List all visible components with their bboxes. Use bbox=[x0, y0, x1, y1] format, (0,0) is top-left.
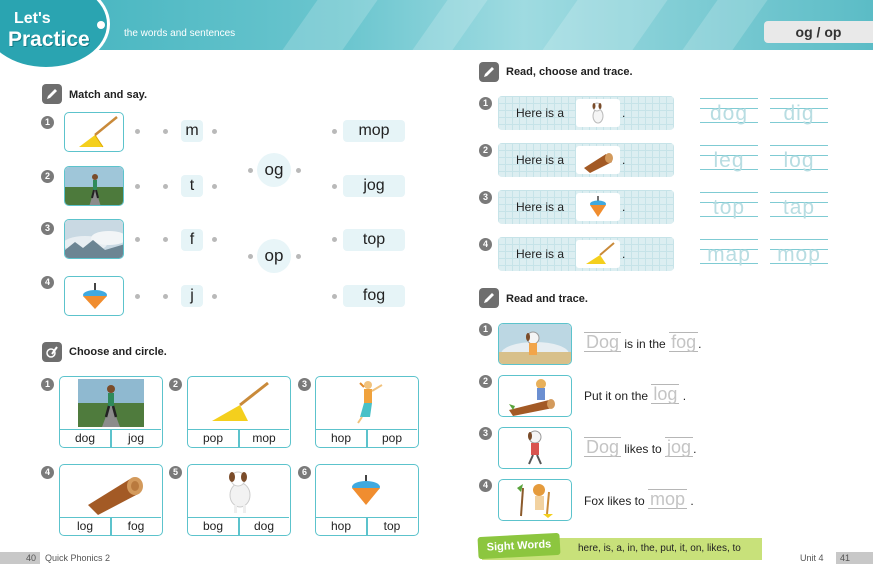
choose-card-5 bbox=[187, 464, 291, 536]
trace-word-log[interactable]: log bbox=[653, 384, 678, 404]
read-trace-title: Read and trace. bbox=[506, 293, 588, 305]
hopping-girl-picture bbox=[316, 377, 417, 429]
option-log[interactable]: log bbox=[76, 519, 93, 533]
choose-num-5: 5 bbox=[169, 466, 182, 479]
rc-num-3: 3 bbox=[479, 191, 492, 204]
letter-j[interactable]: j bbox=[181, 285, 203, 307]
word-top[interactable]: top bbox=[343, 229, 405, 251]
top-picture bbox=[64, 276, 124, 316]
trace-word-jog[interactable]: jog bbox=[667, 437, 692, 457]
letter-f[interactable]: f bbox=[181, 229, 203, 251]
choose-num-6: 6 bbox=[298, 466, 311, 479]
choose-num-4: 4 bbox=[41, 466, 54, 479]
match-num-4: 4 bbox=[41, 276, 54, 289]
jogger-picture bbox=[60, 377, 161, 429]
match-num-3: 3 bbox=[41, 222, 54, 235]
top-picture bbox=[576, 193, 620, 221]
pencil-icon bbox=[479, 288, 499, 308]
here-is-a-text: Here is a bbox=[516, 153, 565, 167]
pencil-icon bbox=[479, 62, 499, 82]
option-dog[interactable]: dog bbox=[74, 431, 96, 445]
trace-choice-mop[interactable]: mop bbox=[770, 239, 828, 269]
dog-in-fog-picture bbox=[498, 323, 572, 365]
dog-picture bbox=[576, 99, 620, 127]
choose-title: Choose and circle. bbox=[69, 346, 167, 358]
rt-num-3: 3 bbox=[479, 427, 492, 440]
word-mop[interactable]: mop bbox=[343, 120, 405, 142]
ending-op[interactable]: op bbox=[257, 239, 291, 273]
option-mop[interactable]: mop bbox=[252, 431, 276, 445]
letter-t[interactable]: t bbox=[181, 175, 203, 197]
option-jog[interactable]: jog bbox=[127, 431, 144, 445]
sentence-2: Put it on the log . bbox=[584, 384, 687, 404]
rc-num-2: 2 bbox=[479, 144, 492, 157]
dog-picture bbox=[188, 465, 289, 517]
rc-num-1: 1 bbox=[479, 97, 492, 110]
match-num-1: 1 bbox=[41, 116, 54, 129]
option-top[interactable]: top bbox=[383, 519, 401, 533]
sentence-1: Dog is in the fog . bbox=[586, 332, 702, 352]
option-dog[interactable]: dog bbox=[253, 519, 275, 533]
read-choose-title: Read, choose and trace. bbox=[506, 66, 633, 78]
unit-number: Unit 4 bbox=[800, 553, 824, 563]
broom-picture bbox=[64, 112, 124, 152]
here-is-a-row-1: Here is a . bbox=[498, 96, 674, 130]
sight-words-tag: Sight Words bbox=[477, 533, 560, 559]
match-title: Match and say. bbox=[69, 89, 148, 101]
choose-num-1: 1 bbox=[41, 378, 54, 391]
broom-picture bbox=[188, 377, 289, 429]
here-is-a-row-3: Here is a . bbox=[498, 190, 674, 224]
word-fog[interactable]: fog bbox=[343, 285, 405, 307]
trace-choice-log[interactable]: log bbox=[770, 145, 828, 175]
header-subtitle: the words and sentences bbox=[124, 28, 236, 39]
jogger-picture bbox=[64, 166, 124, 206]
cat-on-log-picture bbox=[498, 375, 572, 417]
top-picture bbox=[316, 465, 417, 517]
choose-card-2 bbox=[187, 376, 291, 448]
choose-card-3 bbox=[315, 376, 419, 448]
trace-word-mop[interactable]: mop bbox=[650, 489, 686, 509]
trace-choice-top[interactable]: top bbox=[700, 192, 758, 222]
trace-choice-tap[interactable]: tap bbox=[770, 192, 828, 222]
trace-word-dog[interactable]: Dog bbox=[586, 437, 620, 457]
broom-picture bbox=[576, 240, 620, 268]
trace-choice-leg[interactable]: leg bbox=[700, 145, 758, 175]
trace-choice-map[interactable]: map bbox=[700, 239, 758, 269]
option-pop[interactable]: pop bbox=[381, 431, 403, 445]
trace-choice-dig[interactable]: dig bbox=[770, 98, 828, 128]
here-is-a-row-4: Here is a . bbox=[498, 237, 674, 271]
fog-picture bbox=[64, 219, 124, 259]
pencil-circle-icon bbox=[42, 342, 62, 362]
fox-mop-picture bbox=[498, 479, 572, 521]
badge-line1: Let's bbox=[14, 10, 51, 27]
log-picture bbox=[60, 465, 161, 517]
header-banner bbox=[0, 0, 873, 50]
rc-num-4: 4 bbox=[479, 238, 492, 251]
sentence-3: Dog likes to jog . bbox=[586, 437, 697, 457]
unit-label: og / op bbox=[764, 21, 873, 43]
log-picture bbox=[576, 146, 620, 174]
option-bog[interactable]: bog bbox=[202, 519, 224, 533]
rt-num-4: 4 bbox=[479, 479, 492, 492]
choose-card-4 bbox=[59, 464, 163, 536]
here-is-a-text: Here is a bbox=[516, 106, 565, 120]
sentence-4: Fox likes to mop . bbox=[584, 489, 694, 509]
trace-word-fog[interactable]: fog bbox=[671, 332, 697, 352]
sight-words-bar bbox=[482, 538, 762, 560]
letter-m[interactable]: m bbox=[181, 120, 203, 142]
rt-num-2: 2 bbox=[479, 375, 492, 388]
trace-word-dog[interactable]: Dog bbox=[586, 332, 620, 352]
here-is-a-row-2: Here is a . bbox=[498, 143, 674, 177]
choose-card-6 bbox=[315, 464, 419, 536]
option-hop[interactable]: hop bbox=[330, 519, 352, 533]
option-pop[interactable]: pop bbox=[202, 431, 224, 445]
pencil-icon bbox=[42, 84, 62, 104]
trace-choice-dog[interactable]: dog bbox=[700, 98, 758, 128]
choose-num-2: 2 bbox=[169, 378, 182, 391]
jogging-dog-picture bbox=[498, 427, 572, 469]
choose-num-3: 3 bbox=[298, 378, 311, 391]
here-is-a-text: Here is a bbox=[516, 200, 565, 214]
sight-words-list: here, is, a, in, the, put, it, on, likes, to bbox=[578, 543, 741, 554]
option-fog[interactable]: fog bbox=[127, 519, 145, 533]
option-hop[interactable]: hop bbox=[330, 431, 352, 445]
badge-line2: Practice bbox=[8, 28, 90, 51]
match-num-2: 2 bbox=[41, 170, 54, 183]
book-title: Quick Phonics 2 bbox=[45, 553, 111, 563]
word-jog[interactable]: jog bbox=[343, 175, 405, 197]
page-number-right: 41 bbox=[840, 553, 851, 563]
ending-og[interactable]: og bbox=[257, 153, 291, 187]
page-number-left: 40 bbox=[26, 553, 37, 563]
rt-num-1: 1 bbox=[479, 323, 492, 336]
here-is-a-text: Here is a bbox=[516, 247, 565, 261]
choose-card-1 bbox=[59, 376, 163, 448]
